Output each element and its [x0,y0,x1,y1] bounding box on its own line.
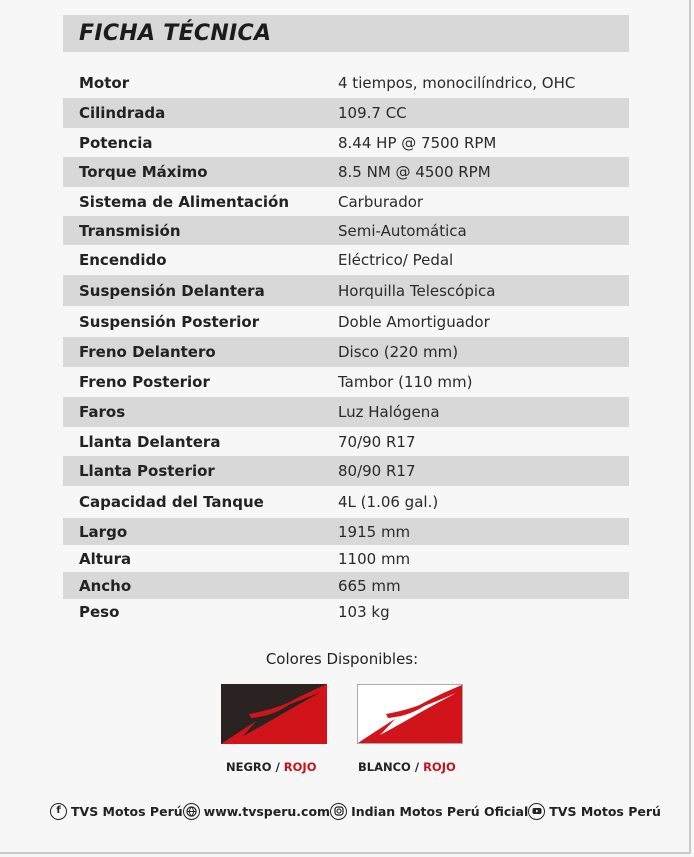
page-title: FICHA TÉCNICA [79,21,272,46]
spec-label: Largo [79,522,128,541]
spec-row [63,397,629,427]
spec-row [63,157,629,187]
spec-label: Freno Delantero [79,343,216,361]
social-website[interactable] [183,803,330,820]
spec-row [63,456,629,486]
spec-value: 109.7 CC [338,104,407,122]
spec-row [63,599,629,625]
spec-value: Carburador [338,192,424,211]
spec-row [63,98,629,128]
globe-icon [183,803,200,820]
spec-value: Horquilla Telescópica [338,281,496,300]
color-primary-name: BLANCO [358,760,411,774]
spec-value: Luz Halógena [338,403,440,421]
spec-label: Peso [79,603,120,621]
color-separator: / [410,760,424,774]
color-swatch-black-red [221,684,327,744]
spec-value: 70/90 R17 [338,432,416,451]
spec-label: Sistema de Alimentación [79,192,290,211]
color-secondary-name: ROJO [283,760,317,774]
spec-value: 4L (1.06 gal.) [338,493,439,511]
social-label: TVS Motos Perú [549,803,661,819]
color-label-black [226,760,316,774]
social-youtube[interactable] [528,803,661,820]
spec-label: Suspensión Delantera [79,281,265,300]
spec-row [63,545,629,572]
colors-title: Colores Disponibles: [265,650,419,668]
spec-label: Potencia [79,133,153,152]
color-swatch-white-red [357,684,463,744]
social-label: Indian Motos Perú Oficial [351,803,529,819]
title-bar [63,15,629,52]
spec-value: 103 kg [338,603,390,621]
spec-row [63,68,629,98]
spec-label: Faros [79,403,126,421]
spec-value: 8.44 HP @ 7500 RPM [338,133,497,152]
spec-value: Disco (220 mm) [338,343,459,361]
spec-row [63,128,629,157]
color-primary-name: NEGRO [226,760,272,774]
youtube-icon [528,803,545,820]
instagram-icon [330,803,347,820]
social-label: www.tvsperu.com [203,803,331,819]
color-label-white [358,760,456,774]
spec-row [63,572,629,599]
spec-row [63,306,629,337]
spec-label: Llanta Posterior [79,462,215,480]
spec-row [63,275,629,306]
spec-label: Freno Posterior [79,373,210,391]
color-secondary-name: ROJO [423,760,456,774]
spec-value: Doble Amortiguador [338,312,490,331]
spec-row [63,187,629,216]
spec-label: Torque Máximo [79,163,208,181]
spec-value: 665 mm [338,576,401,595]
spec-value: 4 tiempos, monocilíndrico, OHC [338,74,576,92]
color-separator: / [271,760,284,774]
social-footer [50,801,660,821]
spec-label: Suspensión Posterior [79,312,260,331]
spec-value: 80/90 R17 [338,462,416,480]
spec-row [63,245,629,275]
spec-label: Capacidad del Tanque [79,493,264,511]
social-label: TVS Motos Perú [71,803,183,819]
spec-label: Transmisión [79,221,181,240]
spec-value: Tambor (110 mm) [338,373,473,391]
spec-table [63,68,629,625]
spec-label: Altura [79,549,132,568]
spec-row [63,518,629,545]
spec-row [63,337,629,367]
spec-row [63,216,629,245]
spec-label: Cilindrada [79,104,166,122]
spec-row [63,367,629,397]
spec-value: 1915 mm [338,522,411,541]
facebook-icon: f [50,803,67,820]
spec-row [63,486,629,518]
spec-label: Ancho [79,576,132,595]
spec-label: Encendido [79,251,167,269]
spec-value: Eléctrico/ Pedal [338,251,454,269]
spec-label: Llanta Delantera [79,432,221,451]
spec-value: Semi-Automática [338,221,467,240]
social-instagram[interactable] [330,803,528,820]
spec-value: 8.5 NM @ 4500 RPM [338,163,491,181]
spec-row [63,427,629,456]
social-facebook[interactable] [50,803,183,820]
spec-value: 1100 mm [338,549,411,568]
spec-label: Motor [79,74,130,92]
